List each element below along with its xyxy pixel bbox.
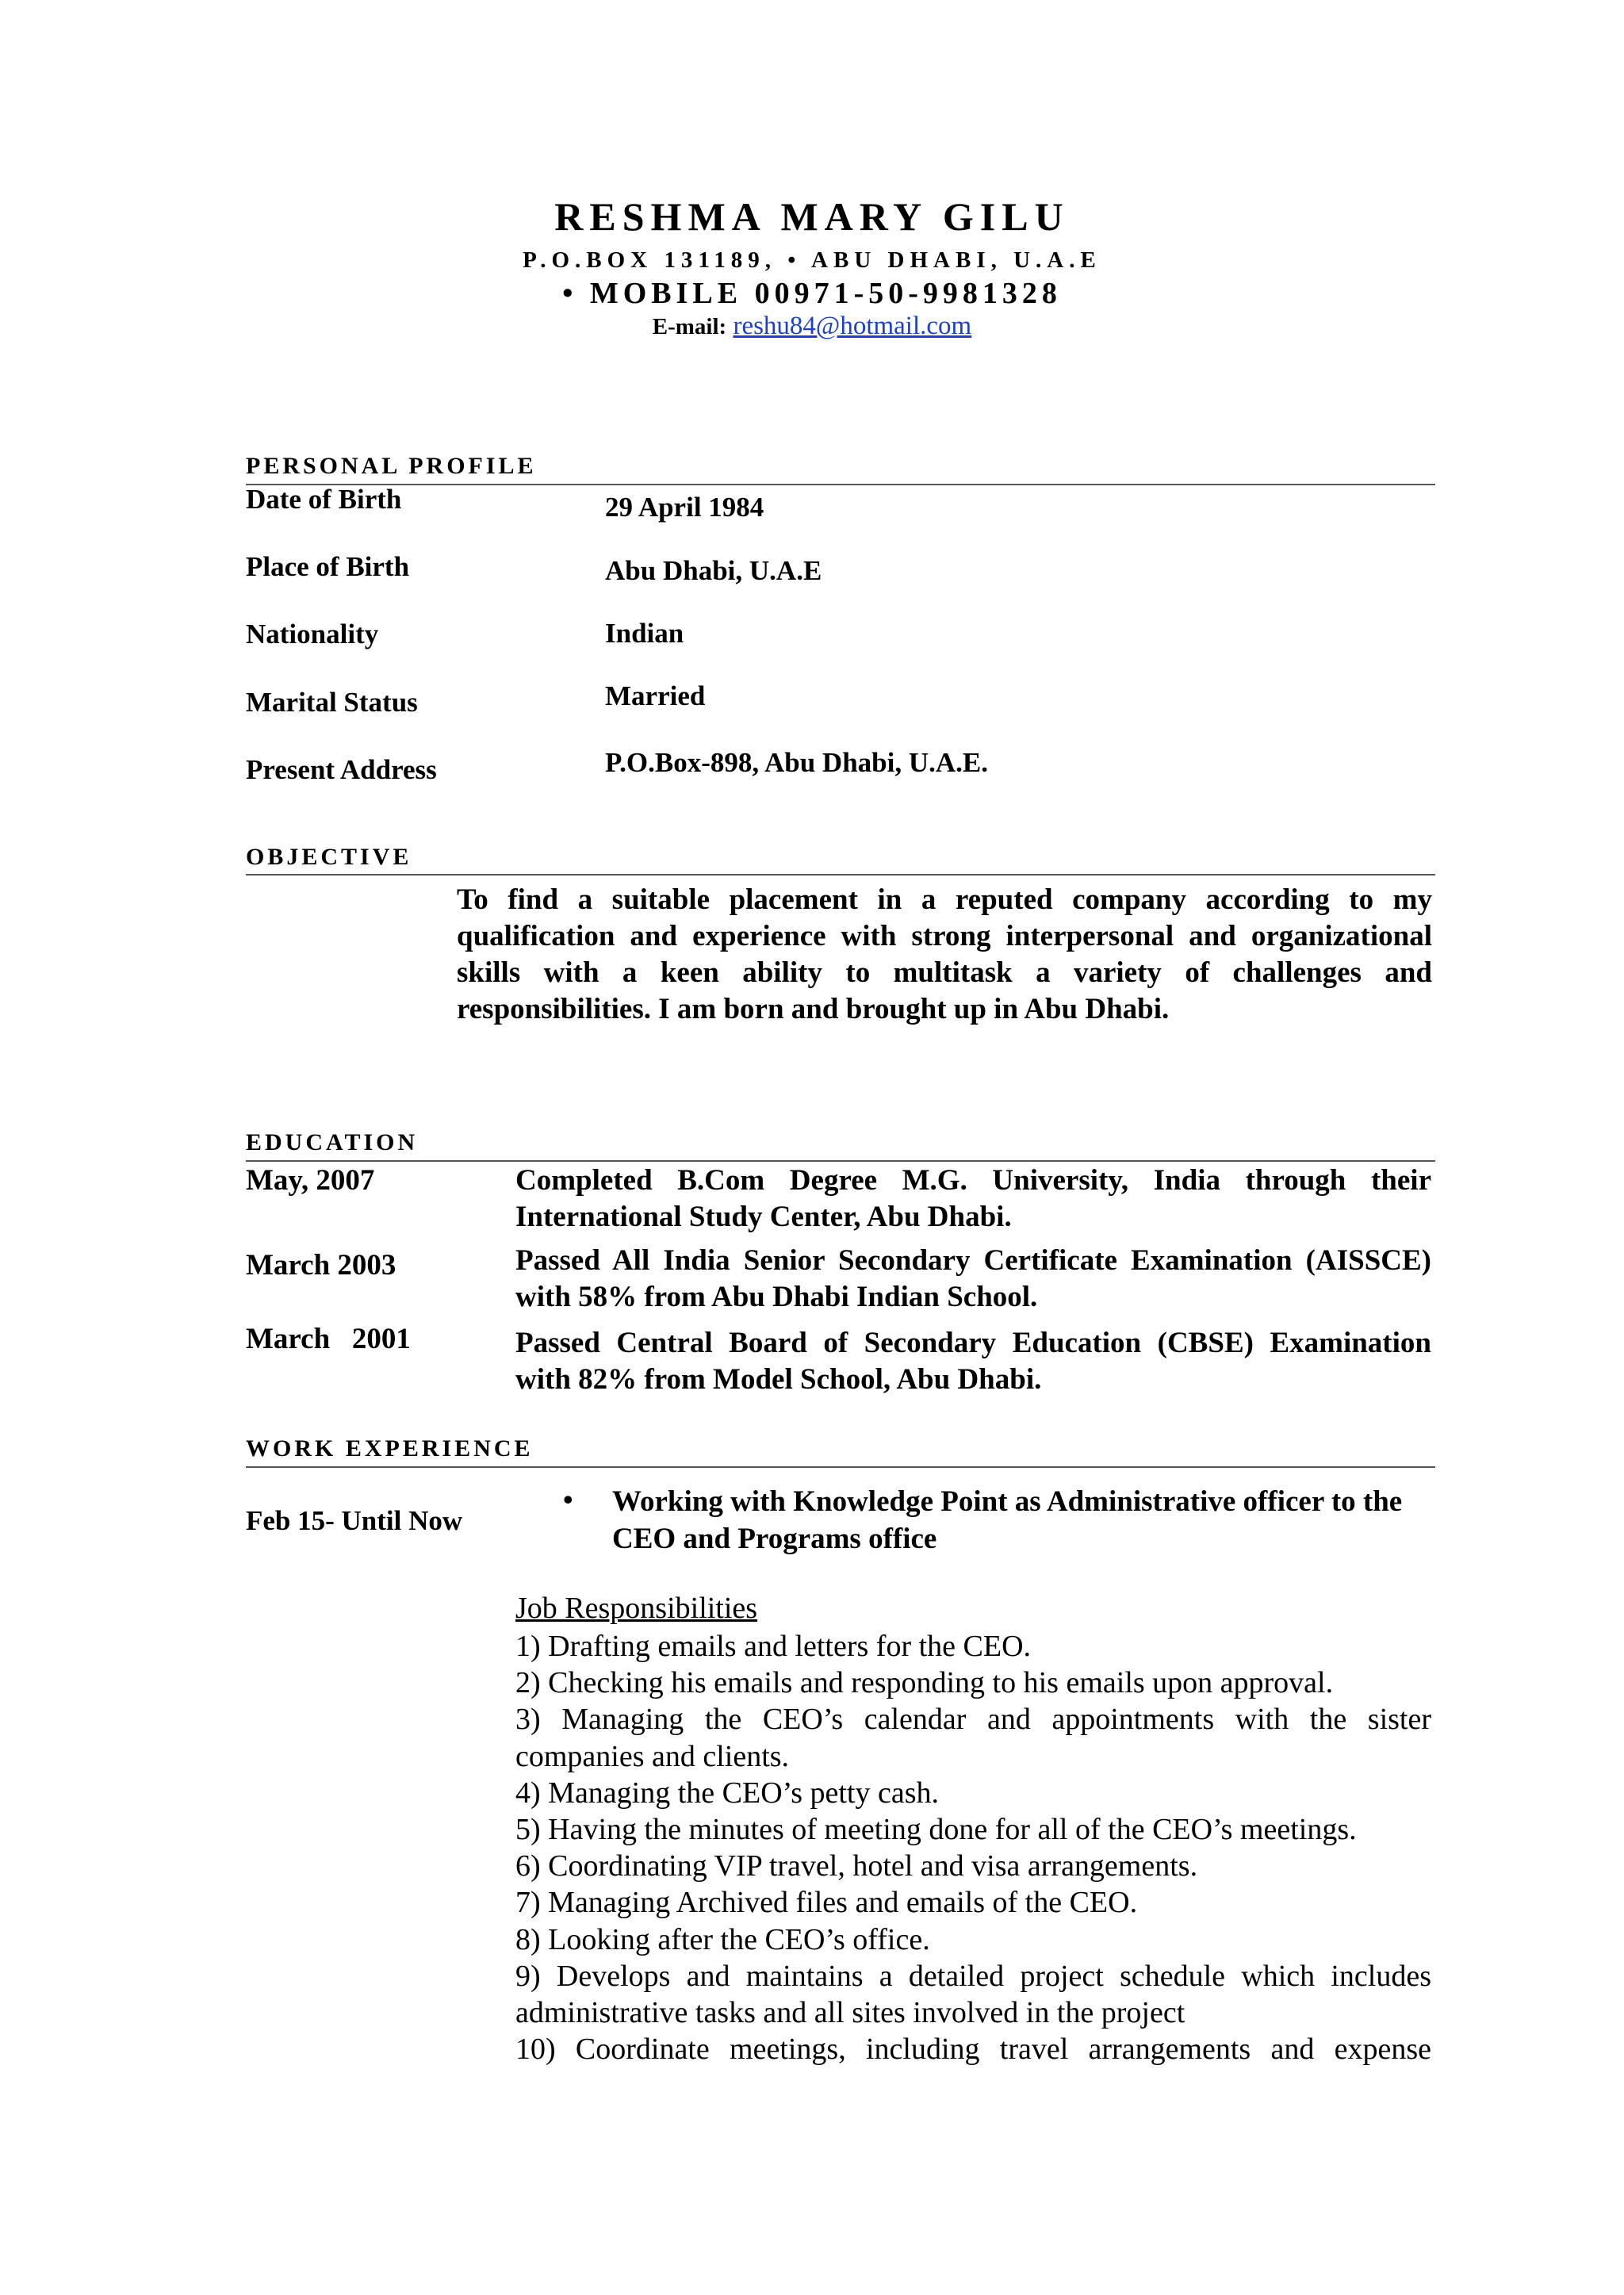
profile-value-pob: Abu Dhabi, U.A.E — [605, 555, 822, 586]
section-divider — [246, 874, 1435, 875]
section-divider — [246, 484, 1435, 485]
section-title-personal-profile: PERSONAL PROFILE — [246, 453, 537, 479]
email-label: E-mail: — [652, 314, 727, 339]
education-date: May, 2007 — [246, 1164, 375, 1197]
profile-value-marital: Married — [605, 680, 706, 711]
candidate-name: RESHMA MARY GILU — [554, 194, 1070, 239]
section-divider — [246, 1160, 1435, 1162]
responsibility-item: 4) Managing the CEO’s petty cash. — [515, 1776, 940, 1810]
profile-label-address: Present Address — [246, 754, 437, 785]
responsibility-item: 8) Looking after the CEO’s office. — [515, 1922, 930, 1956]
section-title-work-experience: WORK EXPERIENCE — [246, 1435, 534, 1462]
email-link[interactable]: reshu84@hotmail.com — [733, 312, 972, 340]
section-title-education: EDUCATION — [246, 1129, 419, 1155]
education-date: March 2001 — [246, 1323, 411, 1355]
education-entry: Passed Central Board of Secondary Education (CBSE) Examination with 82% from Model School, Abu Dhabi. — [515, 1327, 1431, 1396]
profile-label-marital: Marital Status — [246, 687, 418, 718]
profile-label-pob: Place of Birth — [246, 551, 410, 582]
education-entry: Completed B.Com Degree M.G. University, India through their International Study Center, Abu Dhabi. — [515, 1164, 1431, 1233]
responsibility-item: 1) Drafting emails and letters for the CEO. — [515, 1630, 1032, 1663]
responsibility-item: 5) Having the minutes of meeting done for all of the CEO’s meetings. — [515, 1813, 1357, 1847]
responsibility-item: 3) Managing the CEO’s calendar and appointments with the sister companies and clients. — [515, 1703, 1431, 1773]
education-entry: Passed All India Senior Secondary Certificate Examination (AISSCE) with 58% from Abu Dhabi Indian School. — [515, 1244, 1431, 1313]
responsibilities-title: Job Responsibilities — [515, 1592, 758, 1625]
responsibilities-list — [515, 1628, 1431, 2067]
responsibility-item: 9) Develops and maintains a detailed project schedule which includes administrative tasks and all sites involved in the project — [515, 1959, 1431, 2030]
education-date: March 2003 — [246, 1249, 396, 1282]
profile-label-dob: Date of Birth — [246, 484, 402, 515]
postal-address: P.O.BOX 131189, • ABU DHABI, U.A.E — [523, 247, 1101, 273]
responsibility-item: 6) Coordinating VIP travel, hotel and visa arrangements. — [515, 1849, 1198, 1883]
mobile-number: • MOBILE 00971-50-9981328 — [562, 277, 1062, 310]
email-line — [0, 312, 1624, 341]
profile-value-address: P.O.Box-898, Abu Dhabi, U.A.E. — [605, 747, 988, 778]
profile-value-nationality: Indian — [605, 618, 684, 649]
section-divider — [246, 1466, 1435, 1468]
objective-text: To find a suitable placement in a reputed company according to my qualification and experience with strong interpersonal and organizational skills with a keen ability to multitask a variety of challenges and responsibilities. I am born and brought up in Abu Dhabi. — [457, 883, 1432, 1025]
section-title-objective: OBJECTIVE — [246, 844, 412, 870]
bullet-marker: • — [563, 1484, 573, 1515]
responsibility-item: 10) Coordinate meetings, including travel arrangements and expense — [515, 2033, 1431, 2067]
work-date: Feb 15- Until Now — [246, 1505, 463, 1536]
responsibility-item: 7) Managing Archived files and emails of the CEO. — [515, 1886, 1138, 1920]
work-role: Working with Knowledge Point as Administrative officer to the CEO and Programs office — [612, 1485, 1403, 1555]
responsibility-item: 2) Checking his emails and responding to his emails upon approval. — [515, 1666, 1334, 1700]
profile-value-dob: 29 April 1984 — [605, 492, 764, 523]
profile-label-nationality: Nationality — [246, 619, 379, 649]
